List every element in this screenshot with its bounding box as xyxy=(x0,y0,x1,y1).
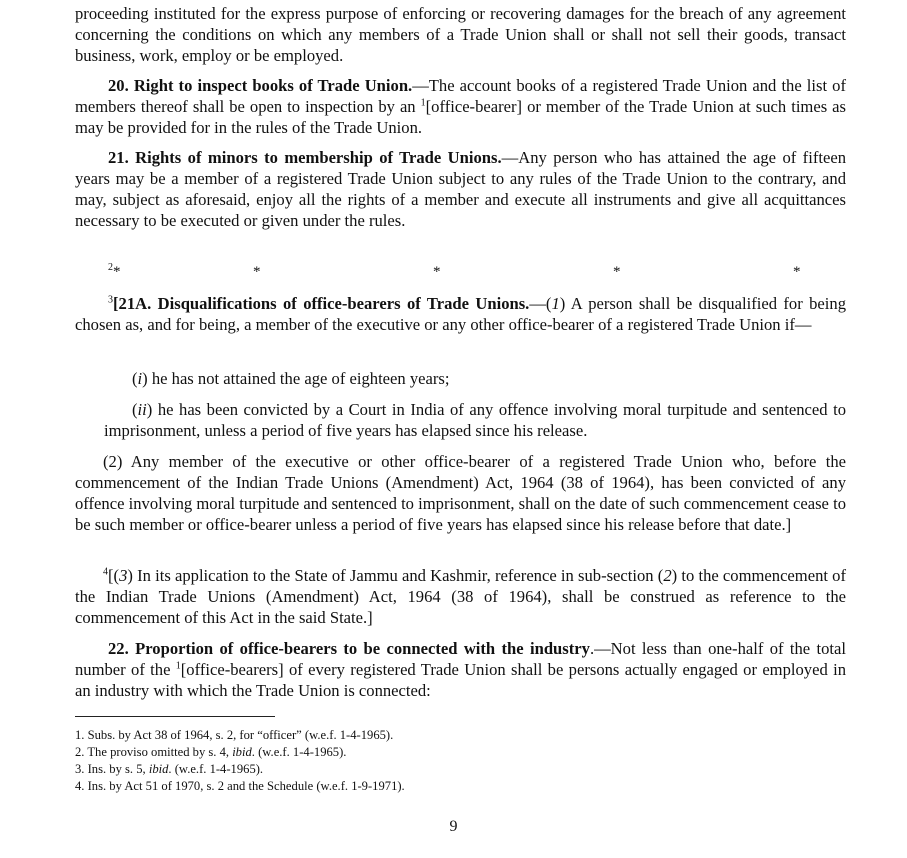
subsection-3: $^4$[(3) In its application to the State of Jammu and Kashmir, reference in sub-section (2) to the commencement of the Indian Trade Unions (Amendment) Act, 1964 (38 of 1964), shall be construed as reference to the commencement of this Act in the said State.] xyxy=(75,566,846,627)
footnote-ref-1b: 1 xyxy=(175,660,181,672)
footnote-ref-3: 3 xyxy=(108,294,113,306)
subsection-3-text: ) to the commencement of the Indian Trade Unions (Amendment) Act, 1964 (38 of 1964), shall be construed as reference to the commencement of this Act in the said State.] xyxy=(75,566,846,627)
clause-ii-text: he has been convicted by a Court in India of any offence involving moral turpitude and sentenced to imprisonment, unless a period of five years has elapsed since his release. xyxy=(104,400,846,440)
paragraph-continued xyxy=(75,3,846,66)
section-21a: $^3$[21A. Disqualifications of office-bearers of Trade Unions.—(1) A person shall be disqualified for being chosen as, and for being, a member of the executive or any other office-bearer of a registered Trade Union if— xyxy=(75,294,846,334)
section-22-heading: 22. Proportion of office-bearers to be connected with the industry xyxy=(108,639,590,658)
clause-ii-number: ii xyxy=(137,400,147,419)
section-21 xyxy=(75,147,846,231)
section-21a-body: ) A person shall be disqualified for being chosen as, and for being, a member of the executive or any other office-bearer of a registered Trade Union if— xyxy=(75,294,846,334)
footnote-1: 1. Subs. by Act 38 of 1964, s. 2, for “officer” (w.e.f. 1-4-1965). xyxy=(75,728,394,742)
subsection-2 xyxy=(75,451,846,535)
section-22 xyxy=(75,638,846,701)
footnote-4: 4. Ins. by Act 51 of 1970, s. 2 and the Schedule (w.e.f. 1-9-1971). xyxy=(75,779,405,793)
footnote-divider xyxy=(75,716,275,717)
footnote-ref-4: 4 xyxy=(103,566,108,578)
section-21-body: —Any person who has attained the age of fifteen years may be a member of a registered Trade Union subject to any rules of the Trade Union to the contrary, and may, subject as aforesaid, enjoy all the rights of a member and execute all instruments and give all acquittances necessary to be executed or given under the rules. xyxy=(75,148,846,230)
section-20-body-b: [office-bearer] or member of the Trade Union at such times as may be provided for in the rules of the Trade Union. xyxy=(75,97,847,137)
paragraph-text: proceeding instituted for the express purpose of enforcing or recovering damages for the breach of any agreement concerning the conditions on which any members of a Trade Union shall or shall not sell their goods, transact business, work, employ or be employed. xyxy=(75,4,846,65)
subsection-2-reference: 2 xyxy=(663,566,672,585)
omission-star-5: * xyxy=(793,264,801,280)
subsection-1-number: 1 xyxy=(551,294,560,313)
footnote-ref-1: 1 xyxy=(420,97,426,109)
footnote-ref-2: 2 xyxy=(108,262,113,273)
clause-i-text: he has not attained the age of eighteen years; xyxy=(147,369,450,388)
subsection-3-number: 3 xyxy=(119,566,128,585)
clause-i-number: i xyxy=(137,369,143,388)
omission-star-3: * xyxy=(433,264,441,280)
section-21a-heading: [21A. Disqualifications of office-bearers of Trade Unions. xyxy=(113,294,530,313)
subsection-2-text: (2) Any member of the executive or other office-bearer of a registered Trade Union who, before the commencement of the Indian Trade Unions (Amendment) Act, 1964 (38 of 1964), has been convicted of any offence involving moral turpitude and sentenced to imprisonment, shall on the date of such commencement cease to be such member or office-bearer unless a period of five years has elapsed since his release before that date.] xyxy=(75,452,846,534)
clause-i: (i) he has not attained the age of eighteen years; xyxy=(132,369,450,388)
footnote-2: 2. The proviso omitted by s. 4, ibid. (w.e.f. 1-4-1965). xyxy=(75,745,347,759)
clause-ii: (ii) he has been convicted by a Court in India of any offence involving moral turpitude and sentenced to imprisonment, unless a period of five years has elapsed since his release. xyxy=(104,400,846,440)
section-22-body-a: .—Not less than one-half of the total number of the xyxy=(75,639,847,679)
footnote-3: 3. Ins. by s. 5, ibid. (w.e.f. 1-4-1965). xyxy=(75,762,264,776)
page-number: 9 xyxy=(449,818,458,835)
omission-star-2: * xyxy=(253,264,261,280)
section-20-body-a: —The account books of a registered Trade Union and the list of members thereof shall be open to inspection by an xyxy=(75,76,846,116)
section-20 xyxy=(75,75,846,138)
section-21-heading: 21. Rights of minors to membership of Trade Unions. xyxy=(108,148,502,167)
section-22-body-b: [office-bearers] of every registered Trade Union shall be persons actually engaged or employed in an industry with which the Trade Union is connected: xyxy=(75,660,846,700)
omission-stars xyxy=(0,262,907,282)
omission-star-4: * xyxy=(613,264,621,280)
omission-star-1: $^2$* xyxy=(108,262,121,280)
section-20-heading: 20. Right to inspect books of Trade Union. xyxy=(108,76,413,95)
